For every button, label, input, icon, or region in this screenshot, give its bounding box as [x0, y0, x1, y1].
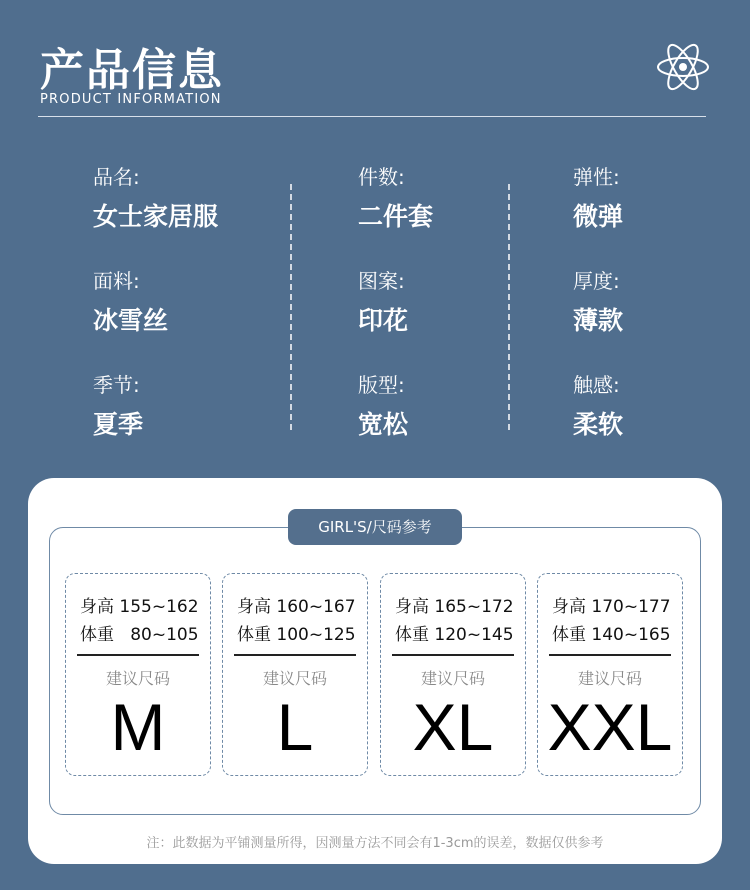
size-divider — [234, 654, 356, 656]
info-item-pattern — [358, 266, 558, 370]
height-range: 170~177 — [591, 597, 671, 617]
size-letter: XL — [412, 690, 494, 764]
info-value: 印花 — [358, 306, 409, 335]
weight-label: 体重 — [237, 625, 271, 645]
height-label: 身高 — [237, 597, 271, 617]
recommend-label: 建议尺码 — [420, 669, 485, 688]
weight-row — [395, 620, 514, 645]
height-row — [80, 592, 199, 617]
info-item-thickness — [573, 266, 750, 370]
info-label: 品名: — [93, 165, 140, 189]
size-chart-tag: GIRL'S/尺码参考 — [288, 509, 462, 545]
info-column-3 — [573, 162, 750, 474]
info-label: 厚度: — [573, 269, 620, 293]
weight-row — [237, 620, 356, 645]
height-range: 165~172 — [434, 597, 514, 617]
column-divider — [290, 184, 292, 430]
weight-range: 140~165 — [591, 625, 671, 645]
page-title: 产品信息 — [40, 45, 224, 96]
size-box-xl — [380, 573, 526, 776]
size-box-xxl — [537, 573, 683, 776]
info-item-season — [93, 370, 293, 474]
size-divider — [549, 654, 671, 656]
info-label: 面料: — [93, 269, 140, 293]
height-row — [552, 592, 671, 617]
weight-label: 体重 — [395, 625, 429, 645]
size-box-m — [65, 573, 211, 776]
info-value: 宽松 — [358, 410, 409, 439]
info-value: 冰雪丝 — [93, 306, 169, 335]
info-label: 触感: — [573, 373, 620, 397]
height-label: 身高 — [552, 597, 586, 617]
size-divider — [77, 654, 199, 656]
size-letter: XXL — [547, 690, 673, 764]
height-row — [237, 592, 356, 617]
info-value: 微弹 — [573, 202, 624, 231]
info-item-fabric — [93, 266, 293, 370]
weight-row — [80, 620, 199, 645]
info-label: 图案: — [358, 269, 405, 293]
size-divider — [392, 654, 514, 656]
weight-range: 120~145 — [434, 625, 514, 645]
info-item-pieces — [358, 162, 558, 266]
height-label: 身高 — [395, 597, 429, 617]
info-value: 二件套 — [358, 202, 434, 231]
weight-range: 80~105 — [130, 625, 199, 645]
size-letter: M — [110, 690, 166, 764]
info-label: 版型: — [358, 373, 405, 397]
recommend-label: 建议尺码 — [105, 669, 170, 688]
weight-label: 体重 — [552, 625, 586, 645]
info-label: 件数: — [358, 165, 405, 189]
info-item-name — [93, 162, 293, 266]
weight-row — [552, 620, 671, 645]
column-divider — [508, 184, 510, 430]
measurement-note: 注：此数据为平铺测量所得，因测量方法不同会有1-3cm的误差，数据仅供参考 — [146, 836, 604, 851]
height-range: 155~162 — [119, 597, 199, 617]
page-subtitle: PRODUCT INFORMATION — [40, 92, 222, 107]
info-column-2 — [358, 162, 558, 474]
info-value: 女士家居服 — [93, 202, 219, 231]
size-box-l — [222, 573, 368, 776]
info-value: 薄款 — [573, 306, 624, 335]
size-chart-card — [28, 478, 722, 864]
info-label: 季节: — [93, 373, 140, 397]
header-divider — [38, 116, 706, 117]
info-column-1 — [93, 162, 293, 474]
weight-range: 100~125 — [276, 625, 356, 645]
height-range: 160~167 — [276, 597, 356, 617]
info-item-fit — [358, 370, 558, 474]
info-label: 弹性: — [573, 165, 620, 189]
height-row — [395, 592, 514, 617]
weight-label: 体重 — [80, 625, 114, 645]
recommend-label: 建议尺码 — [262, 669, 327, 688]
info-item-elasticity — [573, 162, 750, 266]
recommend-label: 建议尺码 — [577, 669, 642, 688]
atom-icon — [656, 40, 710, 94]
info-value: 夏季 — [93, 410, 144, 439]
height-label: 身高 — [80, 597, 114, 617]
info-value: 柔软 — [573, 410, 624, 439]
info-item-touch — [573, 370, 750, 474]
size-letter: L — [276, 690, 314, 764]
